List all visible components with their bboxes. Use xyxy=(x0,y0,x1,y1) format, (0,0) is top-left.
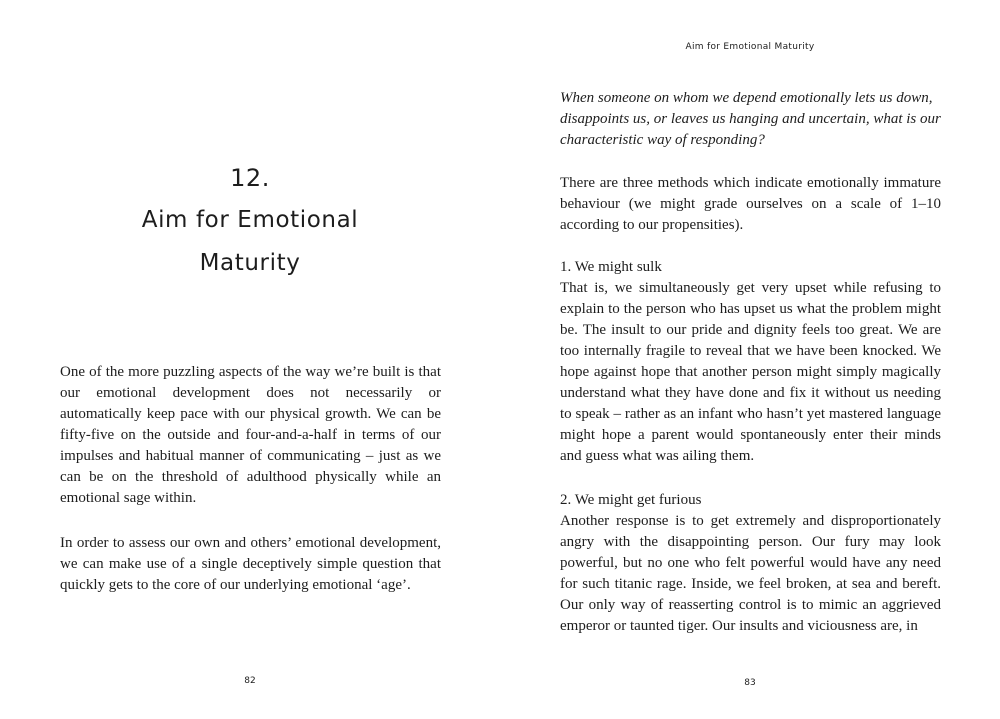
running-header: Aim for Emotional Maturity xyxy=(685,42,815,52)
chapter-title: Aim for Emotional Maturity xyxy=(141,207,359,276)
intro-paragraph: There are three methods which indicate emotionally immature behaviour (we might grade ourselves on a scale of 1–10 according to our propensities). xyxy=(560,175,941,233)
section-heading-furious: 2. We might get furious xyxy=(560,492,702,508)
page-number-left: 82 xyxy=(244,676,256,686)
page-number-right: 83 xyxy=(744,678,756,688)
left-paragraph-1: One of the more puzzling aspects of the way we’re built is that our emotional development does not necessarily or automatically keep pace with our physical growth. We can be fifty-five on the outside and four-and-a-half in terms of our impulses and habitual manner of communicating – just as we can be on the threshold of adulthood physically while an emotional sage within. xyxy=(60,364,441,506)
section-body-furious: Another response is to get extremely and disproportionately angry with the disappointing person. Our fury may look powerful, but no one who felt powerful would have any need for such titanic rage. Inside, we feel broken, at sea and bereft. Our only way of reasserting control is to mimic an aggrieved emperor or taunted tiger. Our insults and viciousness are, in xyxy=(560,513,941,634)
section-body-sulk: That is, we simultaneously get very upset while refusing to explain to the person who has upset us what the problem might be. The insult to our pride and dignity feels too great. We are too internally fragile to reveal that we have been knocked. We hope against hope that another person might simply magically understand what they have done and fix it without us needing to speak – rather as an infant who hasn’t yet mastered language might hope a parent would spontaneously enter their minds and guess what was ailing them. xyxy=(560,280,941,464)
lead-question: When someone on whom we depend emotionally lets us down, disappoints us, or leaves us hanging and uncertain, what is our characteristic way of responding? xyxy=(560,90,941,148)
section-heading-sulk: 1. We might sulk xyxy=(560,259,662,275)
left-paragraph-2: In order to assess our own and others’ emotional development, we can make use of a single deceptively simple question that quickly gets to the core of our underlying emotional ‘age’. xyxy=(60,535,441,593)
right-page xyxy=(500,0,1000,719)
chapter-number: 12. xyxy=(230,164,270,192)
